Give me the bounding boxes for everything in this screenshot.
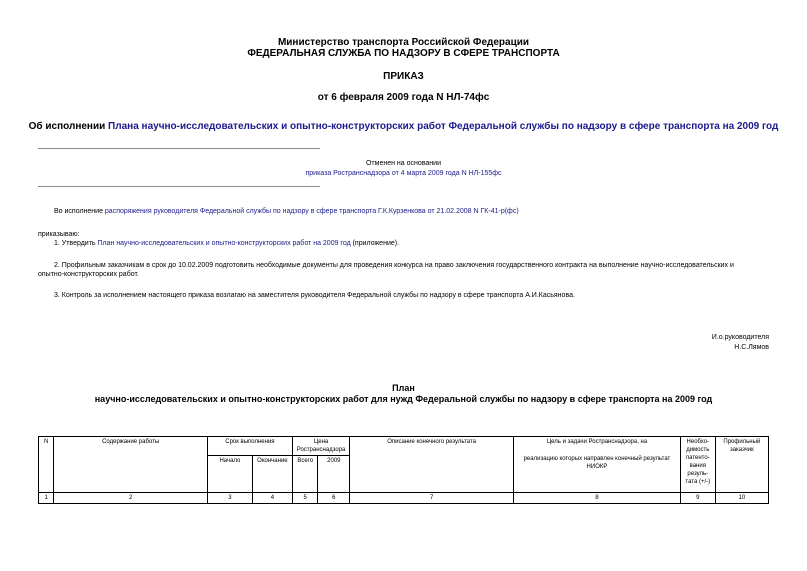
- col-header-patent: Необхо-димость патенто-вания резуль-тата (+/-): [680, 437, 715, 493]
- col-number-cell: 5: [292, 493, 318, 504]
- table-header-row: [39, 437, 769, 456]
- col-header-customer: Профильный заказчик: [715, 437, 768, 493]
- item-1: [54, 239, 399, 249]
- order-word: приказываю:: [38, 231, 80, 238]
- col-number-cell: 9: [680, 493, 715, 504]
- doc-title: [0, 121, 807, 132]
- col-header-description: Описание конечного результата: [350, 437, 514, 493]
- cancelled-link[interactable]: приказа Ространснадзора от 4 марта 2009 года N НЛ-155фс: [305, 170, 502, 177]
- col-number-cell: 4: [252, 493, 292, 504]
- col-header-num: N: [39, 437, 54, 493]
- col-header-goal: [514, 437, 681, 493]
- item-1-suffix: (приложение).: [350, 240, 400, 247]
- col-header-goal-top: Цель и задачи Ространснадзора, на: [546, 439, 648, 445]
- cancelled-note: Отменен на основании: [365, 160, 441, 167]
- col-number-cell: 2: [54, 493, 208, 504]
- col-header-end: Окончание: [252, 456, 292, 493]
- divider-bottom: [38, 186, 320, 187]
- plan-subheading: научно-исследовательских и опытно-конструкторских работ для нужд Федеральной службы по надзору в сфере транспорта на 2009 год: [94, 394, 713, 404]
- ministry-name: Министерство транспорта Российской Федерации: [277, 37, 530, 48]
- col-header-total: Всего: [292, 456, 318, 493]
- table-row: [39, 493, 769, 504]
- item-2-line-2: опытно-конструкторских работ.: [38, 271, 139, 278]
- plan-heading: План: [392, 383, 415, 393]
- col-number-cell: 8: [514, 493, 681, 504]
- col-number-cell: 10: [715, 493, 768, 504]
- col-number-cell: 7: [350, 493, 514, 504]
- doc-date: от 6 февраля 2009 года N НЛ-74фс: [317, 92, 490, 103]
- col-number-cell: 1: [39, 493, 54, 504]
- col-number-cell: 3: [207, 493, 252, 504]
- divider-top: [38, 148, 320, 149]
- col-number-cell: 6: [318, 493, 350, 504]
- item-1-prefix: 1. Утвердить: [54, 240, 98, 247]
- signature-role: И.о.руководителя: [711, 334, 769, 341]
- col-header-term: Срок выполнения: [207, 437, 292, 456]
- col-header-goal-bottom: реализацию которых направлен конечный результат НИОКР: [523, 456, 671, 470]
- plan-table: [38, 436, 769, 504]
- intro-prefix: Во исполнение: [54, 208, 105, 215]
- intro-link[interactable]: распоряжения руководителя Федеральной службы по надзору в сфере транспорта Г.К.Курзенкова от 21.02.2008 N ГК-41-р(фс): [104, 208, 519, 215]
- item-3: 3. Контроль за исполнением настоящего приказа возлагаю на заместителя руководителя Федеральной службы по надзору в сфере транспорта А.И.Касьянова.: [54, 292, 575, 299]
- item-2-line-1: 2. Профильным заказчикам в срок до 10.02.2009 подготовить необходимые документы для проведения конкурса на право заключения государственного контракта на выполнение научно-исследовательских и: [54, 262, 734, 269]
- item-1-link[interactable]: План научно-исследовательских и опытно-конструкторских работ на 2009 год: [97, 240, 351, 247]
- signature-name: Н.С.Лямов: [734, 344, 769, 351]
- col-header-content: Содержание работы: [54, 437, 208, 493]
- col-header-start: Начало: [207, 456, 252, 493]
- col-header-year: 2009: [318, 456, 350, 493]
- service-name: ФЕДЕРАЛЬНАЯ СЛУЖБА ПО НАДЗОРУ В СФЕРЕ ТРАНСПОРТА: [247, 48, 560, 59]
- intro-paragraph: [54, 207, 519, 217]
- doc-type: ПРИКАЗ: [383, 71, 424, 82]
- col-header-price: Цена Ространснадзора: [292, 437, 349, 456]
- doc-title-prefix: Об исполнении: [28, 121, 109, 132]
- doc-title-link[interactable]: Плана научно-исследовательских и опытно-конструкторских работ Федеральной службы по надзору в сфере транспорта на 2009 год: [108, 121, 779, 132]
